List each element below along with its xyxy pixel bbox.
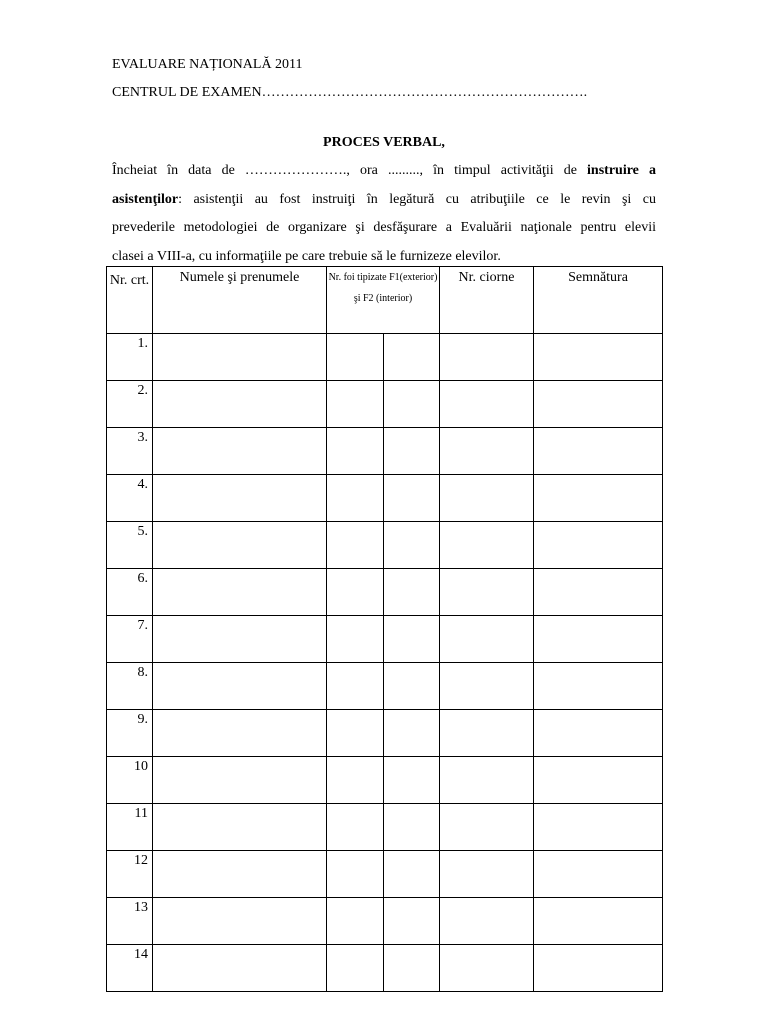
paragraph-text: : asistenţii au fost instruiţi în legătură cu atribuţiile ce le revin şi cu — [178, 191, 656, 207]
table-row — [107, 945, 663, 992]
name-cell[interactable] — [153, 522, 327, 569]
f2-cell[interactable] — [384, 851, 440, 898]
row-number: 4. — [107, 475, 153, 522]
signature-cell[interactable] — [534, 851, 663, 898]
f2-cell[interactable] — [384, 804, 440, 851]
f2-cell[interactable] — [384, 428, 440, 475]
drafts-cell[interactable] — [440, 804, 534, 851]
drafts-cell[interactable] — [440, 757, 534, 804]
drafts-cell[interactable] — [440, 945, 534, 992]
row-number: 13 — [107, 898, 153, 945]
row-number: 11 — [107, 804, 153, 851]
drafts-cell[interactable] — [440, 381, 534, 428]
attendance-table — [106, 266, 663, 992]
drafts-cell[interactable] — [440, 569, 534, 616]
f2-cell[interactable] — [384, 381, 440, 428]
signature-cell[interactable] — [534, 569, 663, 616]
row-number: 8. — [107, 663, 153, 710]
signature-cell[interactable] — [534, 663, 663, 710]
row-number: 6. — [107, 569, 153, 616]
f1-cell[interactable] — [327, 898, 384, 945]
row-number: 14 — [107, 945, 153, 992]
row-number: 2. — [107, 381, 153, 428]
signature-cell[interactable] — [534, 522, 663, 569]
table-row — [107, 616, 663, 663]
f1-cell[interactable] — [327, 522, 384, 569]
f1-cell[interactable] — [327, 851, 384, 898]
name-cell[interactable] — [153, 334, 327, 381]
table-row — [107, 428, 663, 475]
table-row — [107, 522, 663, 569]
f1-cell[interactable] — [327, 381, 384, 428]
name-cell[interactable] — [153, 381, 327, 428]
f1-cell[interactable] — [327, 757, 384, 804]
name-cell[interactable] — [153, 945, 327, 992]
table-row — [107, 710, 663, 757]
paragraph-line-4: clasei a VIII-a, cu informaţiile pe care trebuie să le furnizeze elevilor. — [112, 248, 501, 264]
header-drafts: Nr. ciorne — [440, 267, 534, 334]
drafts-cell[interactable] — [440, 898, 534, 945]
paragraph-bold-text: instruire a — [587, 163, 656, 178]
name-cell[interactable] — [153, 898, 327, 945]
name-cell[interactable] — [153, 804, 327, 851]
signature-cell[interactable] — [534, 804, 663, 851]
row-number: 5. — [107, 522, 153, 569]
name-cell[interactable] — [153, 710, 327, 757]
f1-cell[interactable] — [327, 945, 384, 992]
table-row — [107, 334, 663, 381]
paragraph-line-3: prevederile metodologiei de organizare şi desfăşurare a Evaluării naţionale pentru elevii — [112, 220, 656, 236]
intro-paragraph — [112, 157, 656, 271]
drafts-cell[interactable] — [440, 851, 534, 898]
paragraph-line-2 — [112, 186, 656, 215]
table-header-row — [107, 267, 663, 334]
f1-cell[interactable] — [327, 569, 384, 616]
header-signature: Semnătura — [534, 267, 663, 334]
paragraph-line-1 — [112, 157, 656, 186]
table-row — [107, 898, 663, 945]
name-cell[interactable] — [153, 428, 327, 475]
paragraph-bold-text: asistenţilor — [112, 191, 179, 207]
row-number: 7. — [107, 616, 153, 663]
row-number: 3. — [107, 428, 153, 475]
exam-center-line: CENTRUL DE EXAMEN……………………………………………………………. — [112, 85, 588, 100]
signature-cell[interactable] — [534, 381, 663, 428]
f1-cell[interactable] — [327, 475, 384, 522]
table-row — [107, 475, 663, 522]
drafts-cell[interactable] — [440, 710, 534, 757]
f2-cell[interactable] — [384, 522, 440, 569]
f1-cell[interactable] — [327, 663, 384, 710]
signature-cell[interactable] — [534, 945, 663, 992]
f1-cell[interactable] — [327, 334, 384, 381]
signature-cell[interactable] — [534, 428, 663, 475]
document-title: PROCES VERBAL, — [323, 135, 445, 150]
f1-cell[interactable] — [327, 804, 384, 851]
row-number: 9. — [107, 710, 153, 757]
signature-cell[interactable] — [534, 616, 663, 663]
name-cell[interactable] — [153, 663, 327, 710]
row-number: 1. — [107, 334, 153, 381]
drafts-cell[interactable] — [440, 522, 534, 569]
f2-cell[interactable] — [384, 710, 440, 757]
signature-cell[interactable] — [534, 475, 663, 522]
signature-cell[interactable] — [534, 334, 663, 381]
table-row — [107, 804, 663, 851]
name-cell[interactable] — [153, 757, 327, 804]
exam-title: EVALUARE NAȚIONALĂ 2011 — [112, 57, 303, 72]
header-name: Numele şi prenumele — [153, 267, 327, 334]
name-cell[interactable] — [153, 616, 327, 663]
drafts-cell[interactable] — [440, 428, 534, 475]
table-row — [107, 381, 663, 428]
table-row — [107, 851, 663, 898]
f1-cell[interactable] — [327, 616, 384, 663]
row-number: 10 — [107, 757, 153, 804]
f1-cell[interactable] — [327, 710, 384, 757]
header-sheets: Nr. foi tipizate F1(exterior) şi F2 (interior) — [327, 267, 440, 334]
drafts-cell[interactable] — [440, 663, 534, 710]
f2-cell[interactable] — [384, 334, 440, 381]
drafts-cell[interactable] — [440, 475, 534, 522]
f2-cell[interactable] — [384, 663, 440, 710]
f2-cell[interactable] — [384, 569, 440, 616]
f2-cell[interactable] — [384, 898, 440, 945]
row-number: 12 — [107, 851, 153, 898]
f1-cell[interactable] — [327, 428, 384, 475]
f2-cell[interactable] — [384, 475, 440, 522]
drafts-cell[interactable] — [440, 616, 534, 663]
signature-cell[interactable] — [534, 898, 663, 945]
paragraph-text: Încheiat în data de …………………., ora ........., în timpul activităţii de — [112, 163, 588, 178]
name-cell[interactable] — [153, 569, 327, 616]
table-row — [107, 663, 663, 710]
name-cell[interactable] — [153, 475, 327, 522]
table-row — [107, 757, 663, 804]
f2-cell[interactable] — [384, 616, 440, 663]
table-row — [107, 569, 663, 616]
name-cell[interactable] — [153, 851, 327, 898]
signature-cell[interactable] — [534, 710, 663, 757]
f2-cell[interactable] — [384, 757, 440, 804]
f2-cell[interactable] — [384, 945, 440, 992]
signature-cell[interactable] — [534, 757, 663, 804]
drafts-cell[interactable] — [440, 334, 534, 381]
header-nr-crt: Nr. crt. — [107, 267, 153, 334]
